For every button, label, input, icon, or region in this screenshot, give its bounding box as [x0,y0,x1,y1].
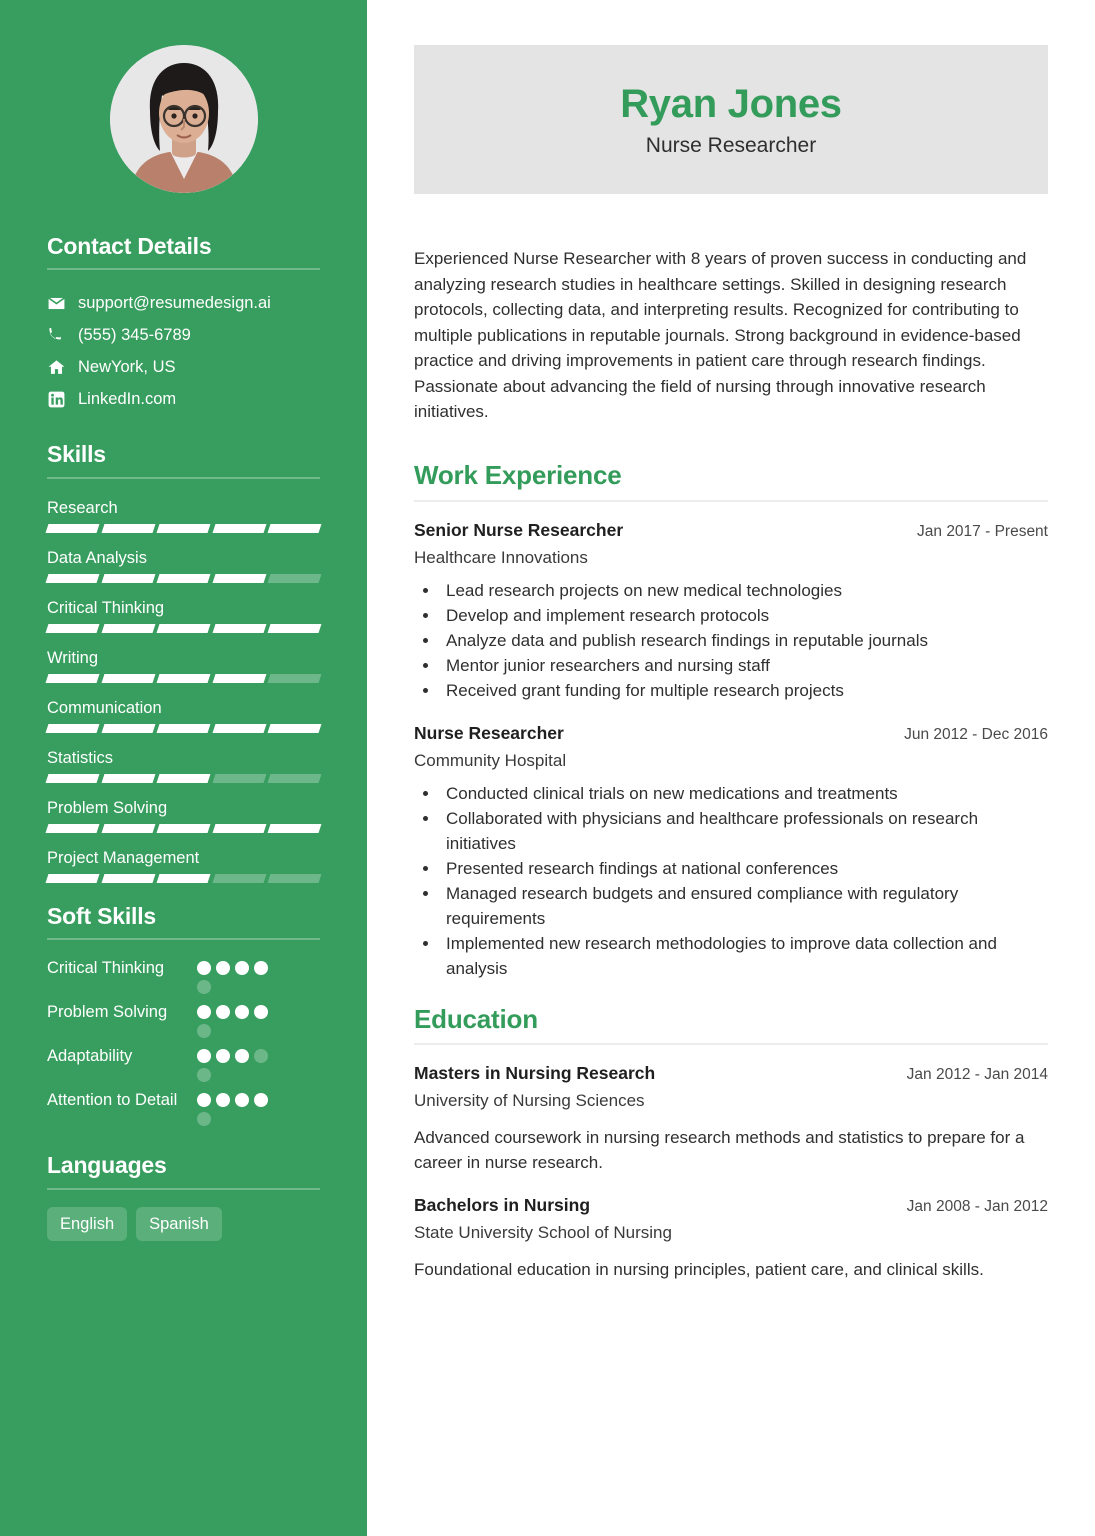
skill-bar-segment [157,824,211,833]
work-entry-bullets [440,578,1048,703]
job-title: Nurse Researcher [645,134,817,157]
education-entries [414,1061,1048,1282]
skill-item [47,696,320,733]
contact-item-email[interactable] [47,287,320,319]
rating-dot [197,1049,211,1063]
skill-item [47,596,320,633]
rating-dot [197,1005,211,1019]
divider [47,477,320,479]
soft-skill-label: Adaptability [47,1047,133,1066]
education-section [414,1005,1048,1283]
skill-bar-segment [268,624,322,633]
phone-icon [47,326,66,345]
work-entry [414,721,1048,981]
rating-dot [254,1005,268,1019]
sidebar [0,0,367,1536]
skill-item [47,746,320,783]
contact-item-linkedin[interactable] [47,383,320,415]
list-item: • Received grant funding for multiple research projects [440,678,1048,703]
skill-level-bar [47,624,320,633]
soft-skill-label: Critical Thinking [47,959,165,978]
work-experience-section [414,461,1048,981]
profile-photo-icon [110,45,258,193]
soft-skill-item [47,957,320,994]
rating-dot [235,961,249,975]
skill-bar-segment [101,774,155,783]
soft-skills-heading: Soft Skills [47,902,156,929]
rating-dot [235,1093,249,1107]
contact-phone-text: (555) 345-6789 [78,326,191,345]
contact-linkedin-text: LinkedIn.com [78,390,177,409]
language-chip[interactable]: Spanish [136,1207,222,1241]
skills-list [47,496,320,883]
rating-dot [216,961,230,975]
list-item: • Managed research budgets and ensured compliance with regulatory requirements [440,881,1048,931]
skill-label: Research [47,498,118,517]
skill-bar-segment [268,774,322,783]
skill-bar-segment [268,674,322,683]
work-entry-header [414,518,1048,544]
skill-bar-segment [157,524,211,533]
rating-dot [254,961,268,975]
rating-dot [197,1112,211,1126]
languages-section [47,1152,320,1240]
divider [47,1188,320,1190]
education-entry-date: Jan 2012 - Jan 2014 [906,1066,1048,1084]
education-entry-description: Foundational education in nursing principles, patient care, and clinical skills. [414,1260,984,1280]
skill-item [47,546,320,583]
list-item: • Lead research projects on new medical technologies [440,578,1048,603]
work-entry-organization: Healthcare Innovations [414,547,588,567]
work-entry-header [414,721,1048,747]
rating-dot [254,1049,268,1063]
skill-label: Problem Solving [47,798,168,817]
skill-bar-segment [157,874,211,883]
skill-level-bar [47,674,320,683]
soft-skill-item [47,1045,320,1082]
skill-bar-segment [101,624,155,633]
rating-dot [216,1005,230,1019]
skill-label: Critical Thinking [47,598,165,617]
skill-bar-segment [212,674,266,683]
work-entry [414,518,1048,703]
skill-bar-segment [268,574,322,583]
skill-bar-segment [268,874,322,883]
skill-bar-segment [101,724,155,733]
skill-bar-segment [212,524,266,533]
skill-level-bar [47,574,320,583]
main-content [367,0,1095,1536]
rating-dot [197,1093,211,1107]
soft-skill-item [47,1001,320,1038]
languages-list [47,1207,320,1241]
list-item: • Implemented new research methodologies to improve data collection and analysis [440,931,1048,981]
contact-list [47,287,320,415]
education-entry-description: Advanced coursework in nursing research methods and statistics to prepare for a career in nurse research. [414,1128,1025,1173]
education-entry [414,1061,1048,1175]
list-item: • Mentor junior researchers and nursing staff [440,653,1048,678]
skill-label: Writing [47,648,99,667]
education-entry [414,1193,1048,1282]
skill-item [47,496,320,533]
rating-dot [197,1068,211,1082]
education-entry-school: University of Nursing Sciences [414,1091,645,1111]
rating-dot [216,1093,230,1107]
skill-bar-segment [101,524,155,533]
work-entries [414,518,1048,981]
avatar-container [47,45,320,193]
rating-dot [254,1093,268,1107]
skill-bar-segment [157,774,211,783]
rating-dot [235,1049,249,1063]
rating-dot [235,1005,249,1019]
avatar [110,45,258,193]
soft-skill-rating-dots [197,957,275,994]
skill-bar-segment [101,574,155,583]
divider [47,938,320,940]
skill-level-bar [47,824,320,833]
contact-item-location[interactable] [47,351,320,383]
skill-bar-segment [46,524,100,533]
skill-bar-segment [212,874,266,883]
divider [414,500,1048,502]
skill-level-bar [47,724,320,733]
skills-heading: Skills [47,441,106,468]
skill-item [47,846,320,883]
divider [47,268,320,270]
skill-bar-segment [46,824,100,833]
work-entry-bullets [440,781,1048,981]
skill-bar-segment [157,624,211,633]
education-entry-header [414,1061,1048,1087]
rating-dot [197,980,211,994]
skill-level-bar [47,524,320,533]
work-entry-role: Nurse Researcher [414,722,564,743]
skill-label: Project Management [47,848,200,867]
divider [414,1043,1048,1045]
skill-bar-segment [212,724,266,733]
education-entry-header [414,1193,1048,1219]
skill-bar-segment [46,774,100,783]
work-entry-date: Jan 2017 - Present [917,522,1048,540]
skill-bar-segment [268,724,322,733]
languages-heading: Languages [47,1152,167,1179]
skill-item [47,646,320,683]
skill-bar-segment [157,724,211,733]
skill-bar-segment [101,874,155,883]
skill-bar-segment [268,824,322,833]
skill-bar-segment [212,624,266,633]
work-experience-heading: Work Experience [414,459,622,490]
linkedin-icon [47,390,66,409]
skill-bar-segment [46,874,100,883]
name-card [414,45,1048,194]
skill-bar-segment [101,824,155,833]
soft-skill-rating-dots [197,1089,275,1126]
list-item: • Develop and implement research protocols [440,603,1048,628]
skill-level-bar [47,874,320,883]
skill-label: Statistics [47,748,114,767]
professional-summary: Experienced Nurse Researcher with 8 years of proven success in conducting and analyzing research studies in healthcare settings. Skilled in designing research protocols, collecting data, and interpreting results. Recognized for contributing to multiple publications in reputable journals. Strong background in evidence-based practice and driving improvements in patient care through research findings. Passionate about advancing the field of nursing through innovative research initiatives. [414,249,1027,422]
rating-dot [216,1049,230,1063]
rating-dot [197,961,211,975]
skill-label: Data Analysis [47,548,147,567]
list-item: • Conducted clinical trials on new medications and treatments [440,781,1048,806]
soft-skill-label: Attention to Detail [47,1091,178,1110]
soft-skill-label: Problem Solving [47,1003,168,1022]
skill-bar-segment [157,674,211,683]
contact-location-text: NewYork, US [78,358,176,377]
skill-bar-segment [212,824,266,833]
education-entry-degree: Bachelors in Nursing [414,1195,591,1216]
home-icon [47,358,66,377]
skill-bar-segment [101,674,155,683]
contact-item-phone[interactable] [47,319,320,351]
work-entry-organization: Community Hospital [414,750,567,770]
list-item: • Presented research findings at national conferences [440,856,1048,881]
rating-dot [197,1024,211,1038]
soft-skills-list [47,957,320,1126]
soft-skill-rating-dots [197,1045,275,1082]
skill-bar-segment [46,624,100,633]
envelope-icon [47,294,66,313]
skill-level-bar [47,774,320,783]
soft-skills-section [47,903,320,1126]
education-entry-date: Jan 2008 - Jan 2012 [906,1198,1048,1216]
skill-bar-segment [212,574,266,583]
skill-bar-segment [46,574,100,583]
education-entry-degree: Masters in Nursing Research [414,1063,656,1084]
skills-section [47,441,320,882]
skill-bar-segment [46,724,100,733]
education-heading: Education [414,1003,538,1034]
soft-skill-rating-dots [197,1001,275,1038]
skill-bar-segment [46,674,100,683]
contact-details-heading: Contact Details [47,233,212,259]
work-entry-role: Senior Nurse Researcher [414,519,624,540]
contact-email-text: support@resumedesign.ai [78,294,271,313]
language-chip[interactable]: English [47,1207,127,1241]
list-item: • Analyze data and publish research findings in reputable journals [440,628,1048,653]
skill-item [47,796,320,833]
list-item: • Collaborated with physicians and healthcare professionals on research initiatives [440,806,1048,856]
skill-bar-segment [157,574,211,583]
contact-details-section [47,233,320,415]
soft-skill-item [47,1089,320,1126]
work-entry-date: Jun 2012 - Dec 2016 [904,725,1048,743]
education-entry-school: State University School of Nursing [414,1223,672,1243]
skill-bar-segment [212,774,266,783]
skill-bar-segment [268,524,322,533]
skill-label: Communication [47,698,162,717]
page-title: Ryan Jones [620,82,842,126]
